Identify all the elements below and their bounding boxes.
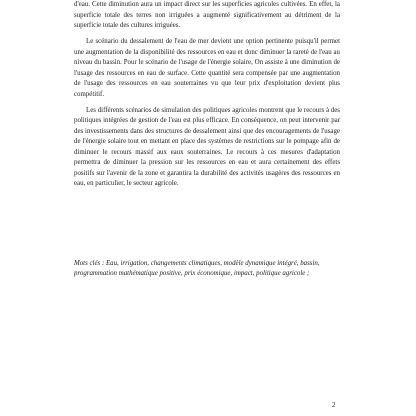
page-number: 2 xyxy=(332,402,336,409)
keywords: Mots clés : Eau, irrigation, changements climatiques, modèle dynamique intégré, bassin, programmation mathématique positive, prix économique, impact, politique agricole ; xyxy=(74,260,320,278)
paragraph-policy-scenarios: Les différents scénarios de simulation des politiques agricoles montrent que le recours à des politiques intégrées de gestion de l'eau est plus efficace. En conséquence, on peut intervenir par des investissements dans des structures de dessalement ainsi que des encouragements de l'usage de l'énergie solaire tout en mettant en place des systèmes de restrictions sur le pompage afin de diminuer le recours massif aux eaux souterraines. Le recours à ces mesures d'adaptation permettra de diminuer la pression sur les ressources en eau et aura certainement des effets positifs sur l'avenir de la zone et garantira la durabilité des activités usagères des ressources en eau, en particulier, le secteur agricole. xyxy=(74,106,340,187)
paragraph-continuation: d'eau. Cette diminution aura un impact direct sur les superficies agricoles cultivées. En effet, la superficie totale des terres non irriguées a augmenté significativement au détriment de la superficie totale des cultures irriguées. xyxy=(74,1,340,29)
abstract-body xyxy=(74,0,340,195)
paragraph-desalination: Le scénario du dessalement de l'eau de mer devient une option pertinente puisqu'il permet une augmentation de la disponibilité des ressources en eau et donc diminuer la rareté de l'eau au niveau du bassin. Pour le scénario de l'usage de l'énergie solaire, On assiste à une diminution de l'usage des ressources en eau de surface. Cette quantité sera compensée par une augmentation de l'usage des ressources en eau souterraines vu que leur prix d'exploitation devient plus compétitif. xyxy=(74,38,340,98)
